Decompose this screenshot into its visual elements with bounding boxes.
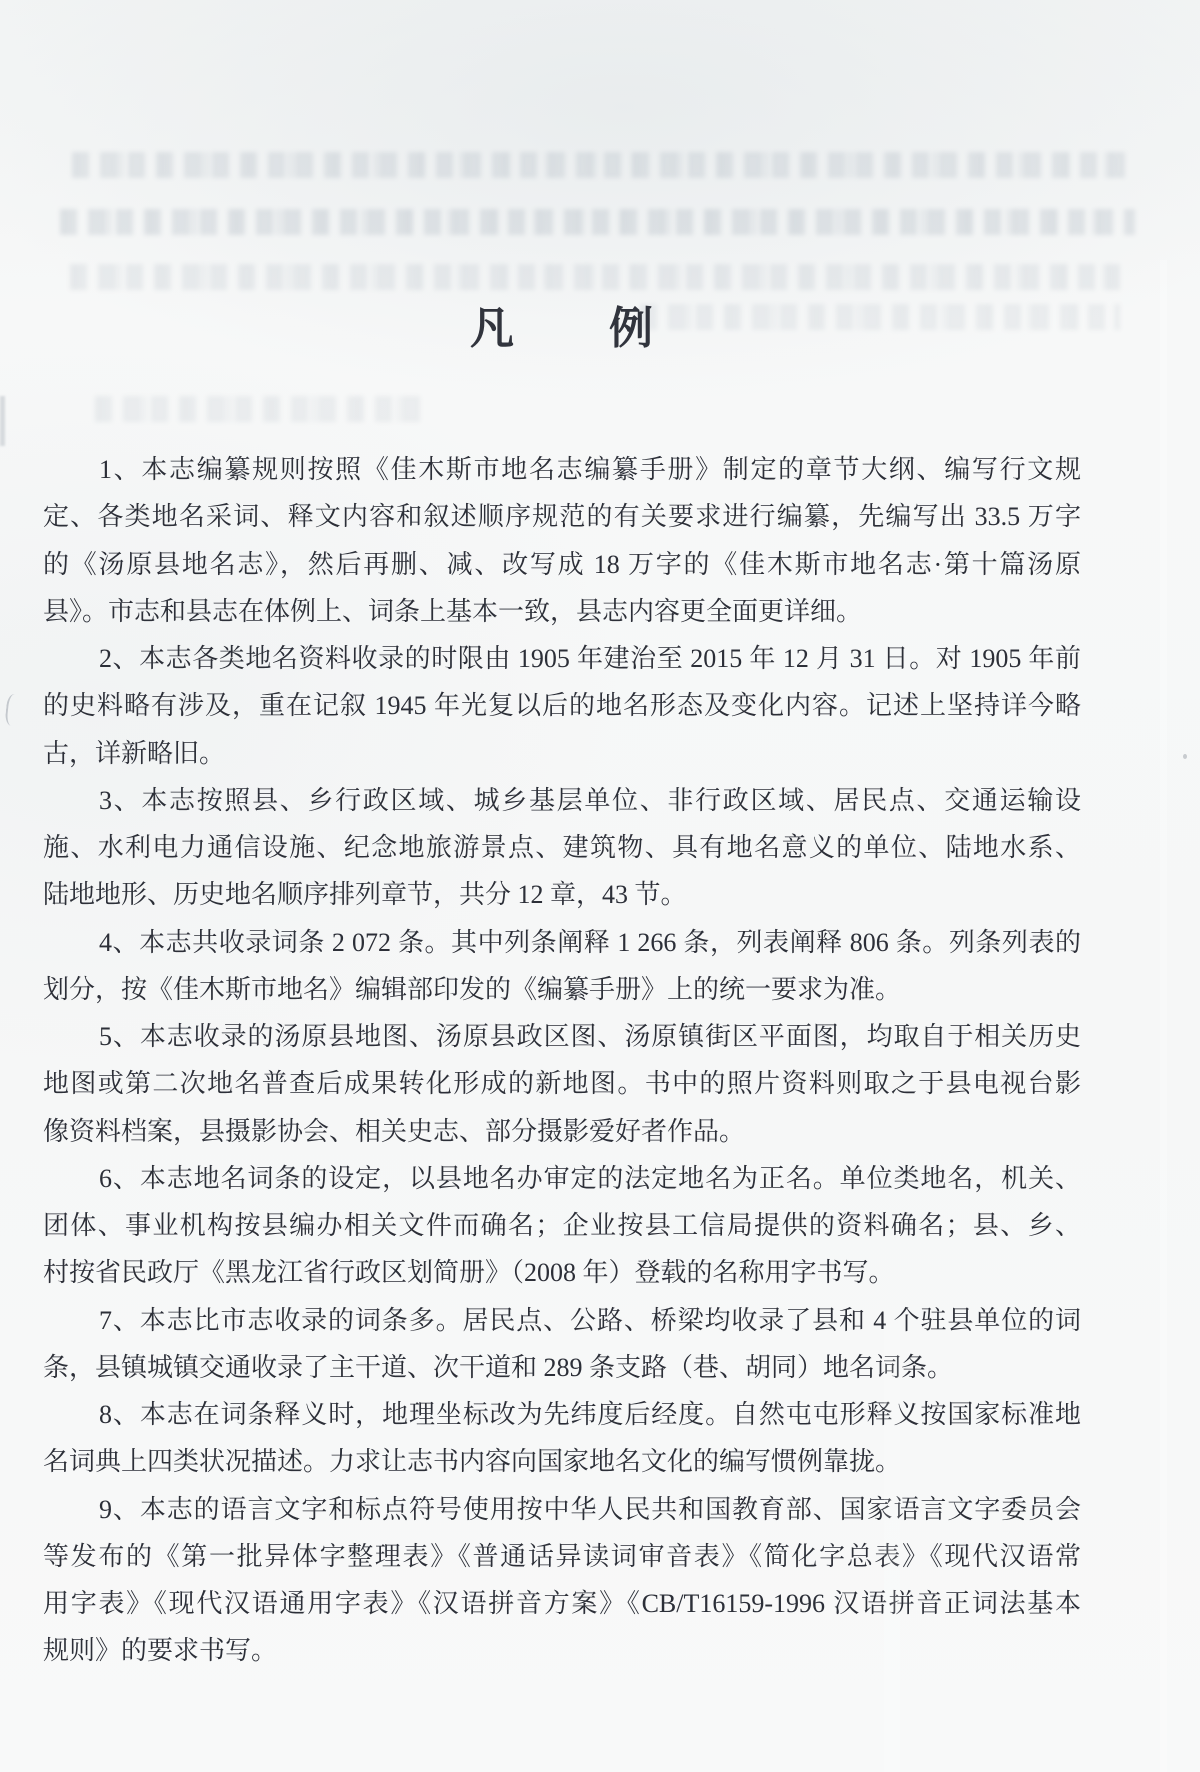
scan-streak (884, 1320, 900, 1772)
body-line: 名词典上四类状况描述。力求让志书内容向国家地名文化的编写惯例靠拢。 (43, 1447, 902, 1477)
body-line: 县》。市志和县志在体例上、词条上基本一致，县志内容更全面更详细。 (43, 596, 863, 626)
body-line: 地图或第二次地名普查后成果转化形成的新地图。书中的照片资料则取之于县电视台影 (43, 1069, 1081, 1099)
body-line: 6、本志地名词条的设定，以县地名办审定的法定地名为正名。单位类地名，机关、 (99, 1163, 1081, 1193)
body-line: 陆地地形、历史地名顺序排列章节，共分 12 章，43 节。 (43, 880, 687, 910)
body-line: 团体、事业机构按县编办相关文件而确名；企业按县工信局提供的资料确名；县、乡、 (43, 1211, 1081, 1240)
body-line: 9、本志的语言文字和标点符号使用按中华人民共和国教育部、国家语言文字委员会 (99, 1494, 1081, 1524)
body-line: 划分，按《佳木斯市地名》编辑部印发的《编纂手册》上的统一要求为准。 (43, 974, 902, 1004)
body-line: 7、本志比市志收录的词条多。居民点、公路、桥梁均收录了县和 4 个驻县单位的词 (99, 1305, 1081, 1335)
body-line: 施、水利电力通信设施、纪念地旅游景点、建筑物、具有地名意义的单位、陆地水系、 (43, 833, 1081, 862)
body-line: 规则》的要求书写。 (43, 1636, 278, 1666)
scan-edge-shadow (0, 396, 5, 446)
body-line: 定、各类地名采词、释文内容和叙述顺序规范的有关要求进行编纂，先编写出 33.5 万字 (43, 502, 1081, 532)
paper-speck (1183, 754, 1187, 759)
body-line: 8、本志在词条释义时，地理坐标改为先纬度后经度。自然屯屯形释义按国家标准地 (99, 1400, 1081, 1429)
body-line: 5、本志收录的汤原县地图、汤原县政区图、汤原镇街区平面图，均取自于相关历史 (99, 1022, 1081, 1051)
body-line: 像资料档案，县摄影协会、相关史志、部分摄影爱好者作品。 (43, 1116, 746, 1146)
body-line: 2、本志各类地名资料收录的时限由 1905 年建治至 2015 年 12 月 31 日。对 1905 年前 (99, 644, 1081, 673)
body-line: 1、本志编纂规则按照《佳木斯市地名志编纂手册》制定的章节大纲、编写行文规 (99, 455, 1081, 484)
page-title-char-1: 凡 (470, 304, 514, 353)
body-line: 条，县镇城镇交通收录了主干道、次干道和 289 条支路（巷、胡同）地名词条。 (43, 1352, 954, 1382)
body-line: 用字表》《现代汉语通用字表》《汉语拼音方案》《CB/T16159-1996 汉语拼音正词法基本 (43, 1589, 1081, 1618)
body-line: 等发布的《第一批异体字整理表》《普通话异读词审音表》《简化字总表》《现代汉语常 (43, 1541, 1081, 1571)
body-line: 3、本志按照县、乡行政区域、城乡基层单位、非行政区域、居民点、交通运输设 (99, 785, 1081, 815)
body-line: 的《汤原县地名志》，然后再删、减、改写成 18 万字的《佳木斯市地名志·第十篇汤原 (43, 549, 1081, 579)
body-line: 村按省民政厅《黑龙江省行政区划简册》（2008 年）登载的名称用字书写。 (43, 1258, 895, 1288)
scan-streak (1160, 260, 1167, 1772)
body-line: 的史料略有涉及，重在记叙 1945 年光复以后的地名形态及变化内容。记述上坚持详今略 (43, 691, 1081, 721)
body-line: 4、本志共收录词条 2 072 条。其中列条阐释 1 266 条，列表阐释 806 条。列条列表的 (99, 927, 1081, 957)
body-line: 古，详新略旧。 (43, 738, 226, 768)
page-title-char-2: 例 (609, 304, 653, 353)
